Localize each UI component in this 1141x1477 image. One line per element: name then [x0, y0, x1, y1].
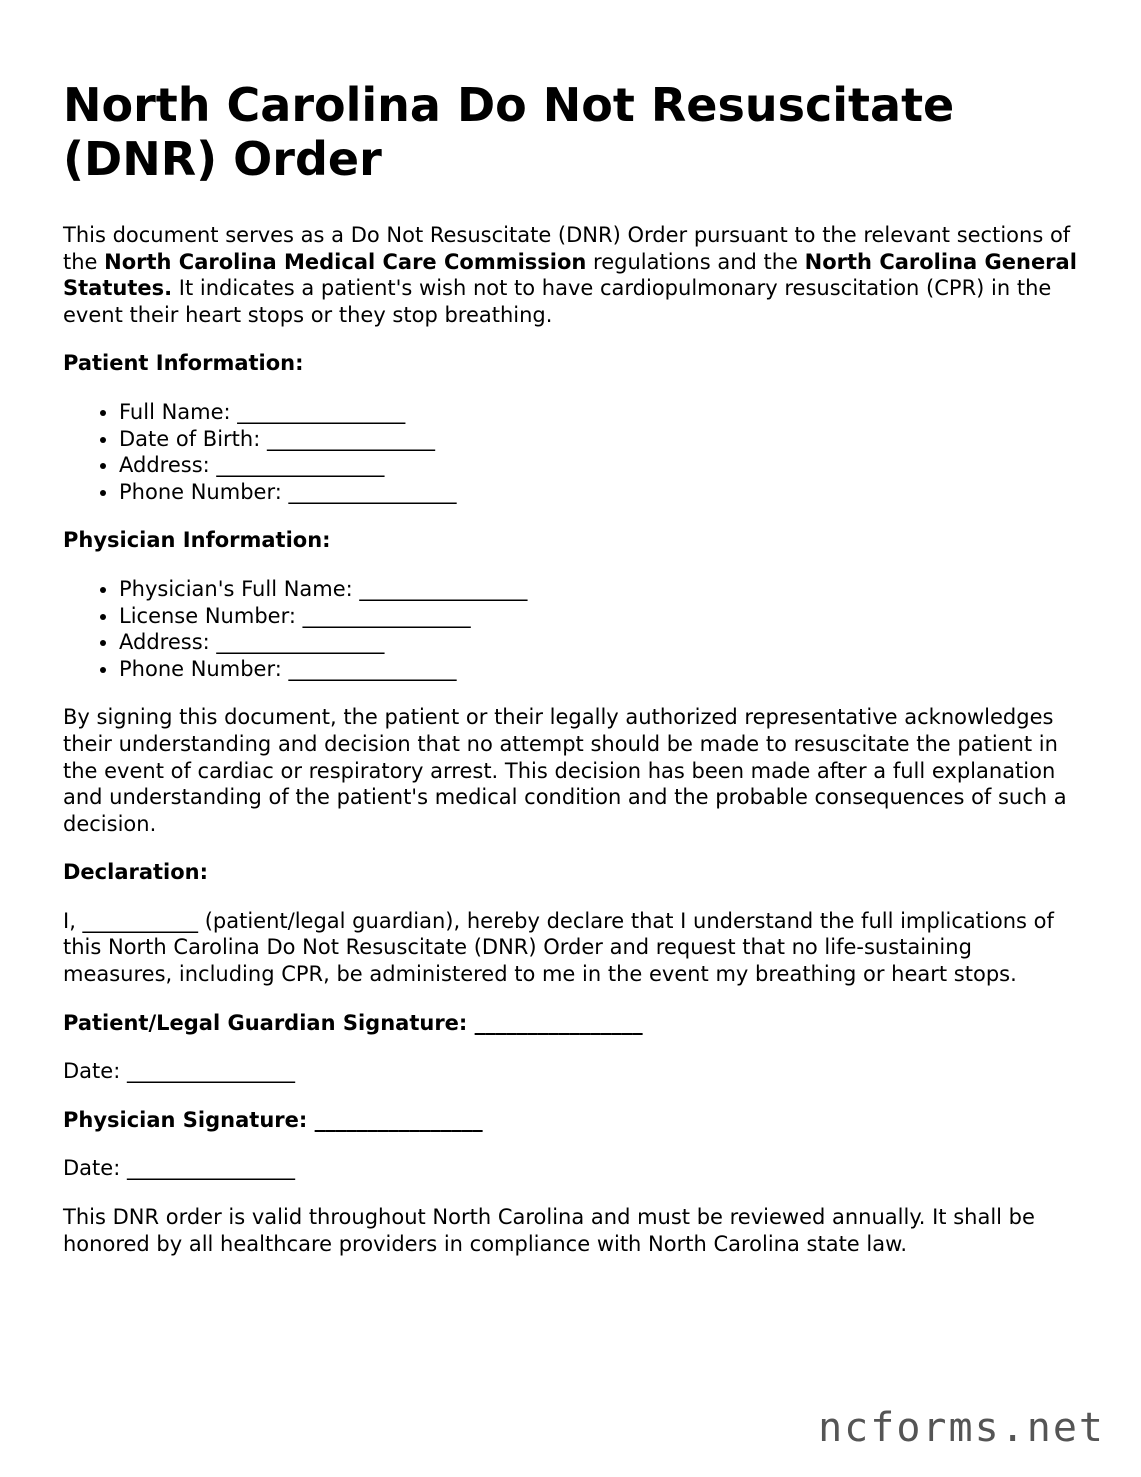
intro-paragraph	[63, 222, 1083, 328]
patient-info-list	[63, 399, 1083, 505]
intro-text-1: This document serves as a Do Not Resuscitate (DNR) Order pursuant to the relevant sections of the	[63, 223, 1071, 274]
intro-bold-2: North Carolina General Statutes.	[63, 249, 1077, 301]
physician-date-line[interactable]: Date: ________________	[63, 1156, 295, 1181]
physician-phone-field[interactable]: • Phone Number: ________________	[119, 656, 1083, 683]
physician-full-name-field[interactable]: • Physician's Full Name: ________________	[119, 576, 1083, 603]
patient-info-heading: Patient Information:	[63, 351, 304, 376]
patient-address-field[interactable]: • Address: ________________	[119, 452, 1083, 479]
physician-info-heading: Physician Information:	[63, 528, 331, 553]
patient-dob-field[interactable]: • Date of Birth: ________________	[119, 426, 1083, 453]
closing-paragraph: This DNR order is valid throughout North Carolina and must be reviewed annually. It shall be honored by all healthcare providers in compliance with North Carolina state law.	[63, 1205, 1035, 1256]
declaration-heading: Declaration:	[63, 860, 209, 885]
document-page	[63, 78, 1083, 1257]
patient-signature-line[interactable]: Patient/Legal Guardian Signature: ________________	[63, 1010, 643, 1035]
acknowledgement-paragraph: By signing this document, the patient or their legally authorized representative acknowledges their understanding and decision that no attempt should be made to resuscitate the patient in the event of cardiac or respiratory arrest. This decision has been made after a full explanation and understanding of the patient's medical condition and the probable consequences of such a decision.	[63, 705, 1067, 836]
patient-full-name-field[interactable]: • Full Name: ________________	[119, 399, 1083, 426]
intro-text-2: regulations and the	[586, 249, 805, 274]
watermark-logo: ncforms.net	[818, 1405, 1105, 1451]
physician-address-field[interactable]: • Address: ________________	[119, 629, 1083, 656]
intro-bold-1: North Carolina Medical Care Commission	[104, 249, 587, 274]
page-title: North Carolina Do Not Resuscitate (DNR) Order	[63, 78, 955, 186]
physician-signature-line[interactable]: Physician Signature: ________________	[63, 1107, 483, 1132]
intro-text-3: It indicates a patient's wish not to have cardiopulmonary resuscitation (CPR) in the event their heart stops or they stop breathing.	[63, 276, 1052, 327]
physician-license-field[interactable]: • License Number: ________________	[119, 603, 1083, 630]
physician-info-list	[63, 576, 1083, 682]
patient-date-line[interactable]: Date: ________________	[63, 1059, 295, 1084]
patient-phone-field[interactable]: • Phone Number: ________________	[119, 479, 1083, 506]
declaration-paragraph[interactable]: I, ___________ (patient/legal guardian), hereby declare that I understand the full implications of this North Carolina Do Not Resuscitate (DNR) Order and request that no life-sustaining measures, including CPR, be administered to me in the event my breathing or heart stops.	[63, 908, 1054, 987]
